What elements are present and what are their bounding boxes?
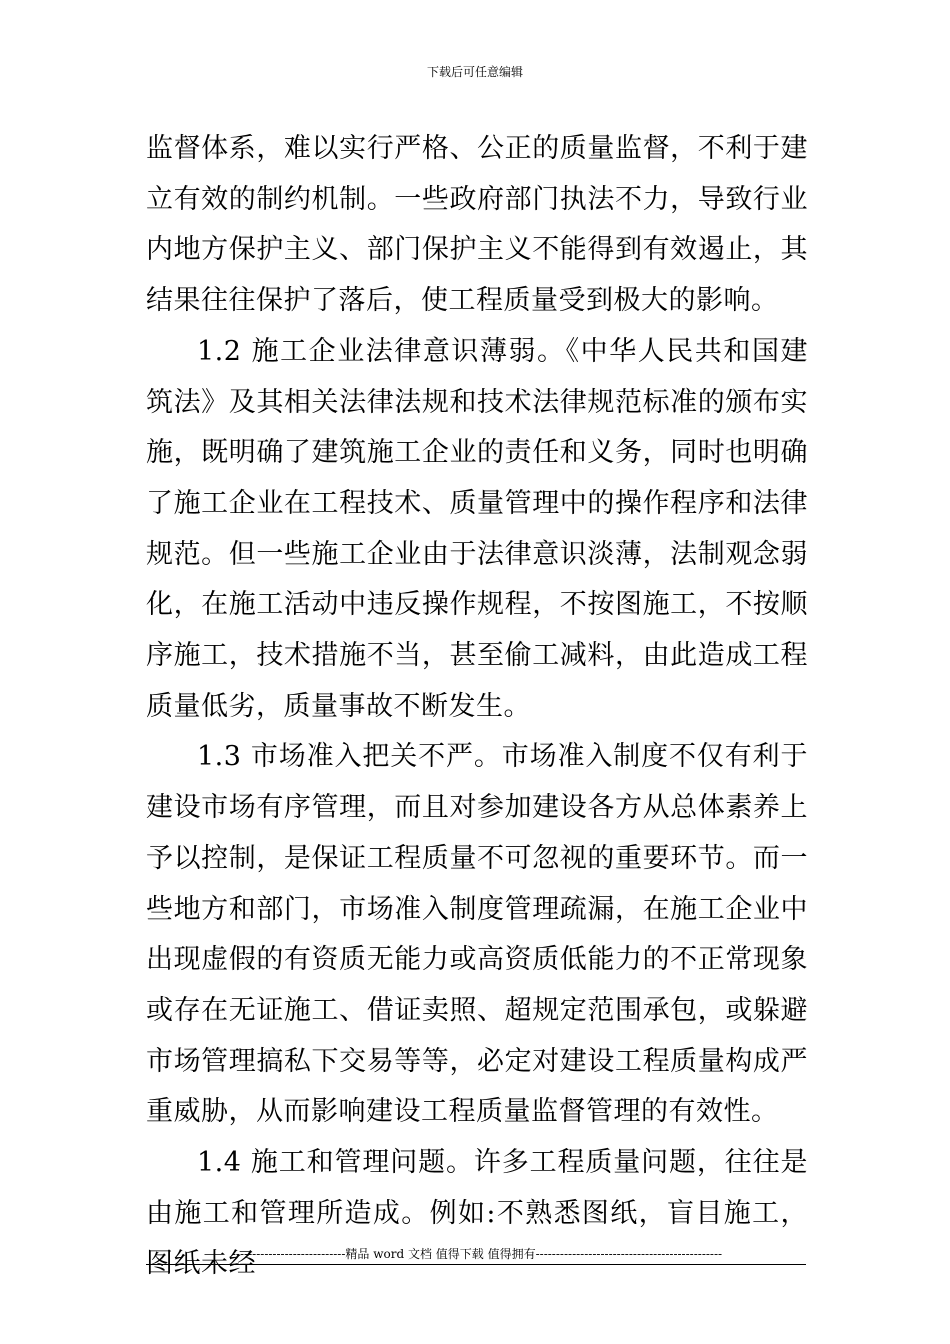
- document-body: [146, 124, 808, 1290]
- paragraph-section-1-3: 1.3 市场准入把关不严。市场准入制度不仅有利于建设市场有序管理，而且对参加建设各方从总体素养上予以控制，是保证工程质量不可忽视的重要环节。而一些地方和部门，市场准入制度管理疏漏，在施工企业中出现虚假的有资质无能力或高资质低能力的不正常现象或存在无证施工、借证卖照、超规定范围承包，或躲避市场管理搞私下交易等等，必定对建设工程质量构成严重威胁，从而影响建设工程质量监督管理的有效性。: [146, 741, 808, 1128]
- paragraph-continued: 监督体系，难以实行严格、公正的质量监督，不利于建立有效的制约机制。一些政府部门执法不力，导致行业内地方保护主义、部门保护主义不能得到有效遏止，其结果往往保护了落后，使工程质量受到极大的影响。: [146, 133, 808, 317]
- paragraph-section-1-2: 1.2 施工企业法律意识薄弱。《中华人民共和国建筑法》及其相关法律法规和技术法律规范标准的颁布实施，既明确了建筑施工企业的责任和义务，同时也明确了施工企业在工程技术、质量管理中的操作程序和法律规范。但一些施工企业由于法律意识淡薄，法制观念弱化，在施工活动中违反操作规程，不按图施工，不按顺序施工，技术措施不当，甚至偷工减料，由此造成工程质量低劣，质量事故不断发生。: [146, 335, 808, 722]
- footer-divider: [146, 1264, 806, 1265]
- page-header: 下载后可任意编辑: [426, 65, 523, 79]
- paragraph-section-1-4: 1.4 施工和管理问题。许多工程质量问题，往往是由施工和管理所造成。例如:不熟悉图纸，盲目施工，图纸未经: [146, 1147, 808, 1280]
- page-footer: ----------------------------精品 word 文档 值得下载 值得拥有----------------------------------------------: [231, 1247, 723, 1261]
